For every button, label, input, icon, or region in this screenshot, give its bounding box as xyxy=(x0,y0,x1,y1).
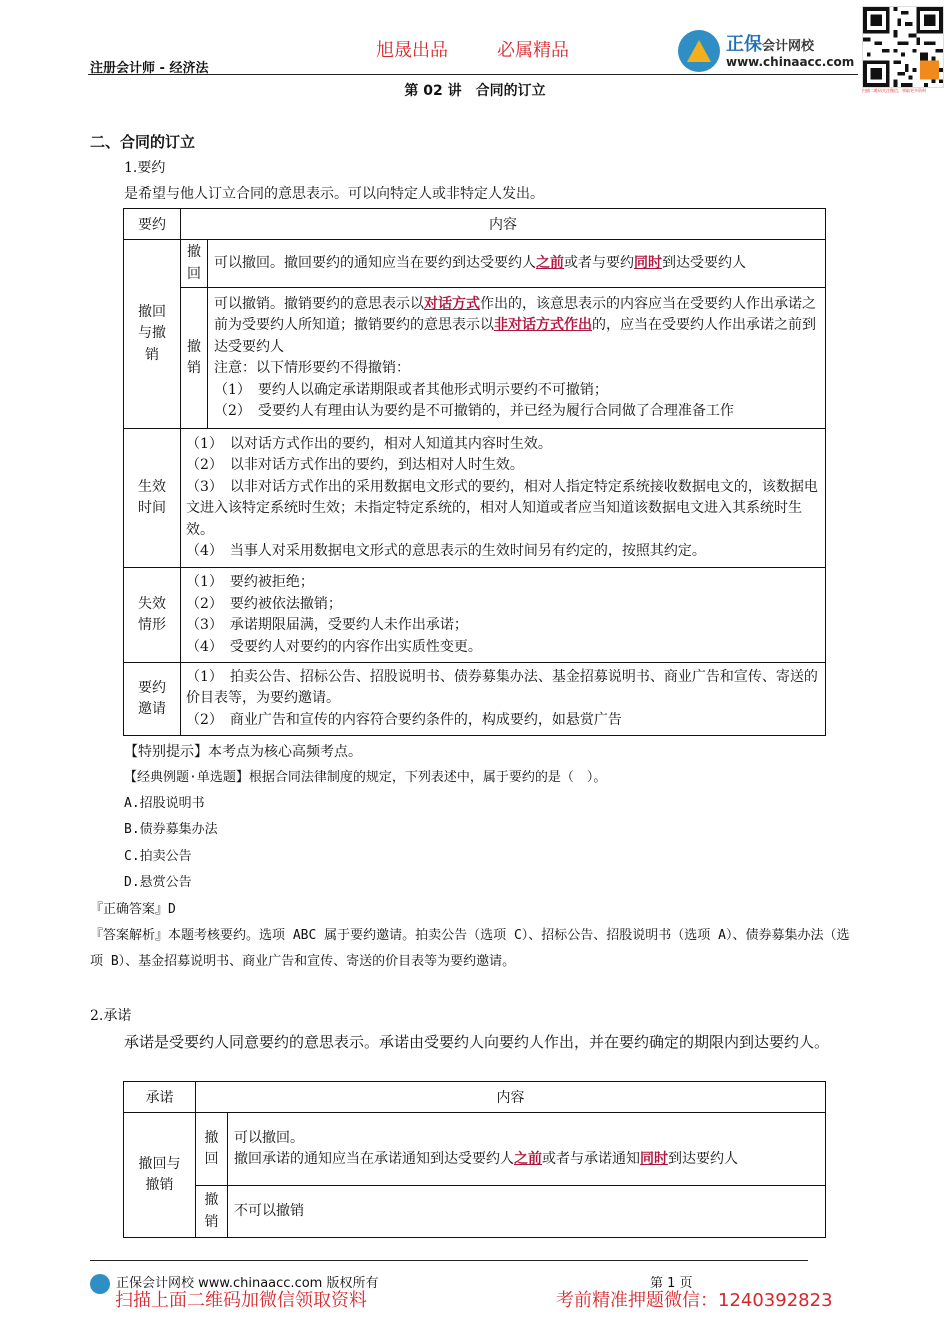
acceptance-cancel-label: 撤销 xyxy=(196,1186,228,1238)
revoke-cancel-label: 撤回与撤销 xyxy=(124,240,181,429)
cancel-note-1: （1） 要约人以确定承诺期限或者其他形式明示要约不可撤销； xyxy=(214,381,608,398)
footer-divider xyxy=(90,1260,808,1261)
example-question: 【经典例题·单选题】根据合同法律制度的规定，下列表述中，属于要约的是（ ）。 xyxy=(124,770,607,785)
cancel-label: 撤销 xyxy=(181,288,208,429)
cancel-note: 注意：以下情形要约不得撤销： xyxy=(214,360,410,376)
lapse-content: （1） 要约被拒绝； （2） 要约被依法撤销； （3） 承诺期限届满，受要约人未作出承诺； （4） 受要约人对要约的内容作出实质性变更。 xyxy=(181,568,826,663)
acceptance-table xyxy=(123,1081,826,1238)
withdraw-label: 撤回 xyxy=(181,240,208,288)
acceptance-withdraw-content: 可以撤回。 撤回承诺的通知应当在承诺通知到达受要约人之前或者与承诺通知同时到达要约人 xyxy=(228,1113,826,1186)
qr-caption: 扫描二维码关注微信，领取更多资料 xyxy=(862,88,926,93)
cancel-content: 可以撤销。撤销要约的意思表示以对话方式作出的，该意思表示的内容应当在受要约人作出承诺之前为受要约人所知道；撤销要约的意思表示以非对话方式作出的，应当在受要约人作出承诺之前到达受要约人 注意：以下情形要约不得撤销： （1） 要约人以确定承诺期限或者其他形式明示要约不可撤销； （2） 受要约人有理由认为要约是不可撤销的，并已经为履行合同做了合理准备工作 xyxy=(208,288,826,429)
highlight-before-2: 之前 xyxy=(514,1151,542,1167)
acceptance-content-header: 内容 xyxy=(196,1082,826,1113)
logo-icon xyxy=(678,30,720,72)
option-c: C.拍卖公告 xyxy=(124,849,192,864)
chinaacc-logo xyxy=(678,28,860,74)
header-divider xyxy=(88,74,858,75)
footer-copyright: 正保会计网校 www.chinaacc.com 版权所有 xyxy=(90,1272,378,1294)
logo-url: www.chinaacc.com xyxy=(726,55,855,69)
cancel-note-2: （2） 受要约人有理由认为要约是不可撤销的，并已经为履行合同做了合理准备工作 xyxy=(214,403,734,419)
acceptance-cancel-content: 不可以撤销 xyxy=(228,1186,826,1238)
brand-slogan-2: 必属精品 xyxy=(497,40,569,61)
withdraw-content: 可以撤回。撤回要约的通知应当在要约到达受要约人之前或者与要约同时到达受要约人 xyxy=(208,240,826,288)
option-d: D.悬赏公告 xyxy=(124,875,192,890)
highlight-dialogue: 对话方式 xyxy=(424,295,480,312)
acceptance-col-header: 承诺 xyxy=(124,1082,196,1113)
option-a: A.招股说明书 xyxy=(124,796,205,811)
footer-logo-icon xyxy=(90,1274,110,1294)
invitation-content: （1） 拍卖公告、招标公告、招股说明书、债券募集办法、基金招募说明书、商业广告和宣传、寄送的价目表等，为要约邀请。 （2） 商业广告和宣传的内容符合要约条件的，构成要约，如悬赏广告 xyxy=(181,663,826,736)
offer-table xyxy=(123,208,826,736)
qr-code-icon xyxy=(862,6,944,88)
correct-answer: 『正确答案』D xyxy=(90,902,176,917)
highlight-simultaneous-2: 同时 xyxy=(640,1151,668,1167)
promo-left: 扫描上面二维码加微信领取资料 xyxy=(115,1290,367,1311)
section-title: 二、合同的订立 xyxy=(90,133,196,151)
brand-slogan-1: 旭晟出品 xyxy=(376,40,448,61)
offer-heading: 1.要约 xyxy=(124,160,166,176)
offer-col-header: 要约 xyxy=(124,209,181,240)
highlight-before: 之前 xyxy=(536,254,564,271)
answer-analysis: 『答案解析』本题考核要约。选项 ABC 属于要约邀请。拍卖公告（选项 C）、招标公告、招股说明书（选项 A）、债券募集办法（选项 B）、基金招募说明书、商业广告和宣传、寄送的价目表等为要约邀请。 xyxy=(90,928,850,969)
highlight-non-dialogue: 非对话方式作出 xyxy=(494,317,592,333)
subject-label: 注册会计师 - 经济法 xyxy=(90,61,209,76)
acceptance-definition: 承诺是受要约人同意要约的意思表示。承诺由受要约人向要约人作出，并在要约确定的期限内到达要约人。 xyxy=(124,1033,830,1051)
promo-right: 考前精准押题微信：1240392823 xyxy=(556,1290,833,1311)
offer-definition: 是希望与他人订立合同的意思表示。可以向特定人或非特定人发出。 xyxy=(124,186,544,202)
lecture-title: 第 02 讲 合同的订立 xyxy=(404,83,546,99)
highlight-simultaneous: 同时 xyxy=(634,254,662,271)
page-number: 第 1 页 xyxy=(650,1276,693,1291)
effect-content: （1） 以对话方式作出的要约，相对人知道其内容时生效。 （2） 以非对话方式作出的要约，到达相对人时生效。 （3） 以非对话方式作出的采用数据电文形式的要约，相对人指定特定系统接收数据电文的，该数据电文进入该特定系统时生效；未指定特定系统的，相对人知道或者应当知道该数据电文进入其系统时生效。 （4） 当事人对采用数据电文形式的意思表示的生效时间另有约定的，按照其约定。 xyxy=(181,429,826,568)
option-b: B.债券募集办法 xyxy=(124,822,218,837)
acceptance-heading: 2.承诺 xyxy=(90,1008,132,1024)
acceptance-withdraw-label: 撤回 xyxy=(196,1113,228,1186)
lapse-label: 失效情形 xyxy=(124,568,181,663)
logo-sub: 会计网校 xyxy=(762,39,815,54)
acceptance-revoke-label: 撤回与撤销 xyxy=(124,1113,196,1238)
effect-label: 生效时间 xyxy=(124,429,181,568)
logo-name: 正保 xyxy=(726,34,762,55)
invitation-label: 要约邀请 xyxy=(124,663,181,736)
content-col-header: 内容 xyxy=(181,209,826,240)
special-tip: 【特别提示】本考点为核心高频考点。 xyxy=(124,744,362,760)
